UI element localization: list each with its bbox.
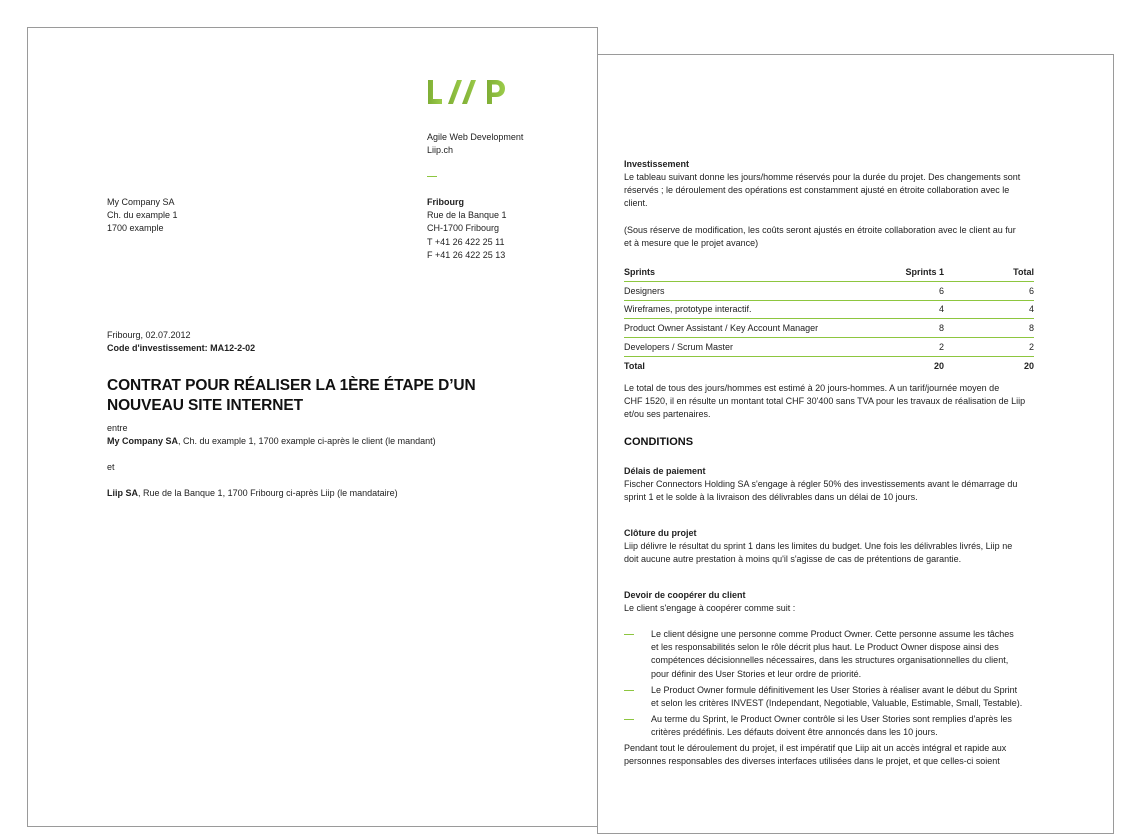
entre-label: entre [107,423,128,433]
office-city: Fribourg [427,197,464,207]
title-line: NOUVEAU SITE INTERNET [107,397,303,414]
total-sprint1: 20 [933,360,944,371]
recipient-zip-city: 1700 example [107,223,164,234]
company-tagline: Agile Web Development [427,132,524,142]
table-row [624,300,1034,319]
row-sprint1: 6 [879,281,944,300]
office-phone: T +41 26 422 25 11 [427,236,505,247]
text-line: et/ou ses partenaires. [624,409,711,420]
party-2 [107,487,398,500]
total-paragraph [624,382,1025,422]
text-line: réservés ; le déroulement des opérations est constamment ajusté en étroite collaboration avec le [624,185,1010,196]
recipient-address [107,196,178,236]
party-1 [107,435,436,448]
reserve-paragraph [624,224,1016,250]
row-label: Wireframes, prototype interactif. [624,300,879,319]
row-total: 2 [944,338,1034,357]
text-line: Le tableau suivant donne les jours/homme réservés pour la durée du projet. Des changements sont [624,172,1021,182]
row-label: Product Owner Assistant / Key Account Manager [624,319,879,338]
row-total: 6 [944,281,1034,300]
text-line: sprint 1 et le solde à la livraison des délivrables dans un délai de 10 jours. [624,492,918,503]
text-line: et les responsabilités selon le rôle décrit plus haut. Le Product Owner dispose ainsi des [651,642,999,653]
closure-heading: Clôture du projet [624,528,697,538]
text-line: (Sous réserve de modification, les coûts seront ajustés en étroite collaboration avec le client au fur [624,225,1016,235]
contract-title [107,376,476,416]
text-line: Le client désigne une personne comme Product Owner. Cette personne assume les tâches [651,629,1014,639]
duty-bullet-list [624,628,1064,740]
liip-logo [426,77,512,114]
text-line: client. [624,198,648,209]
row-sprint1: 8 [879,319,944,338]
accent-divider [427,176,437,177]
dash-bullet-icon [624,719,634,720]
row-total: 8 [944,319,1034,338]
payment-paragraph [624,478,1017,504]
table-row [624,319,1034,338]
investment-code: Code d'investissement: MA12-2-02 [107,343,256,353]
closure-paragraph [624,540,1012,566]
conditions-heading: CONDITIONS [624,436,694,448]
row-label: Designers [624,281,879,300]
text-line: compétences décisionnelles nécessaires, dans les structures organisationnelles du client, [651,655,1009,666]
duty-intro: Le client s'engage à coopérer comme suit : [624,603,796,613]
company-site: Liip.ch [427,145,454,156]
investment-heading: Investissement [624,159,690,169]
investment-paragraph [624,171,1020,211]
row-sprint1: 2 [879,338,944,357]
dash-bullet-icon [624,690,634,691]
text-line: Le total de tous des jours/hommes est estimé à 20 jours-hommes. A un tarif/journée moyen de [624,383,1000,393]
party-2-details: , Rue de la Banque 1, 1700 Fribourg ci-après Liip (le mandataire) [138,488,398,498]
row-label: Developers / Scrum Master [624,338,879,357]
text-line: personnes responsables des diverses interfaces utilisées dans le projet, et que celles-ci soient [624,756,1000,767]
office-zip-city: CH-1700 Fribourg [427,223,500,234]
table-row [624,281,1034,300]
text-line: Fischer Connectors Holding SA s'engage à régler 50% des investissements avant le démarrage du [624,479,1018,489]
office-fax: F +41 26 422 25 13 [427,249,506,260]
text-line: Pendant tout le déroulement du projet, il est impératif que Liip ait un accès intégral et rapide aux [624,743,1007,753]
et-label: et [107,462,115,472]
office-address [427,196,507,262]
text-line: doit aucune autre prestation à moins qu'il s'agisse de cas de prétentions de garantie. [624,554,962,565]
list-item [624,684,1064,710]
payment-heading: Délais de paiement [624,466,706,476]
table-header-row [624,263,1034,281]
final-paragraph [624,742,1006,768]
document-page-1 [27,27,598,827]
text-line: CHF 1520, il en résulte un montant total CHF 30'400 sans TVA pour les travaux de réalisation de Liip [624,396,1026,407]
list-item [624,628,1064,681]
text-line: Au terme du Sprint, le Product Owner contrôle si les User Stories sont remplies d'après les [651,714,1012,725]
dash-bullet-icon [624,634,634,635]
text-line: Le Product Owner formule définitivement les User Stories à réaliser avant le début du Sprint [651,684,1018,695]
text-line: Liip délivre le résultat du sprint 1 dans les limites du budget. Une fois les délivrables livrés, Liip ne [624,541,1013,551]
party-2-name: Liip SA [107,488,138,498]
date-line: Fribourg, 02.07.2012 [107,330,191,340]
table-total-row [624,356,1034,374]
col-header-sprint1: Sprints 1 [879,263,944,281]
office-street: Rue de la Banque 1 [427,210,507,221]
recipient-name: My Company SA [107,197,175,207]
duty-heading: Devoir de coopérer du client [624,590,746,600]
col-header-sprints: Sprints [624,263,879,281]
party-1-details: , Ch. du example 1, 1700 example ci-après le client (le mandant) [178,436,436,446]
row-sprint1: 4 [879,300,944,319]
text-line: pour définir des User Stories et leur ordre de priorité. [651,668,862,679]
row-total: 4 [944,300,1034,319]
text-line: et selon les critères INVEST (Independant, Negotiable, Valuable, Estimable, Small, Testable). [651,698,1023,709]
liip-logo-icon [426,77,512,109]
title-line: CONTRAT POUR RÉALISER LA 1ÈRE ÉTAPE D’UN [107,377,476,394]
party-1-name: My Company SA [107,436,179,446]
total-total: 20 [1023,360,1034,371]
investment-table [624,263,1034,375]
col-header-total: Total [944,263,1034,281]
document-page-2 [597,54,1114,834]
text-line: et à mesure que le projet avance) [624,238,759,249]
text-line: critères prédéfinis. Les défauts doivent être annoncés dans les 10 jours. [651,727,938,738]
total-label: Total [624,360,645,371]
recipient-street: Ch. du example 1 [107,210,178,221]
company-block [427,131,523,157]
table-row [624,338,1034,357]
list-item [624,713,1064,739]
